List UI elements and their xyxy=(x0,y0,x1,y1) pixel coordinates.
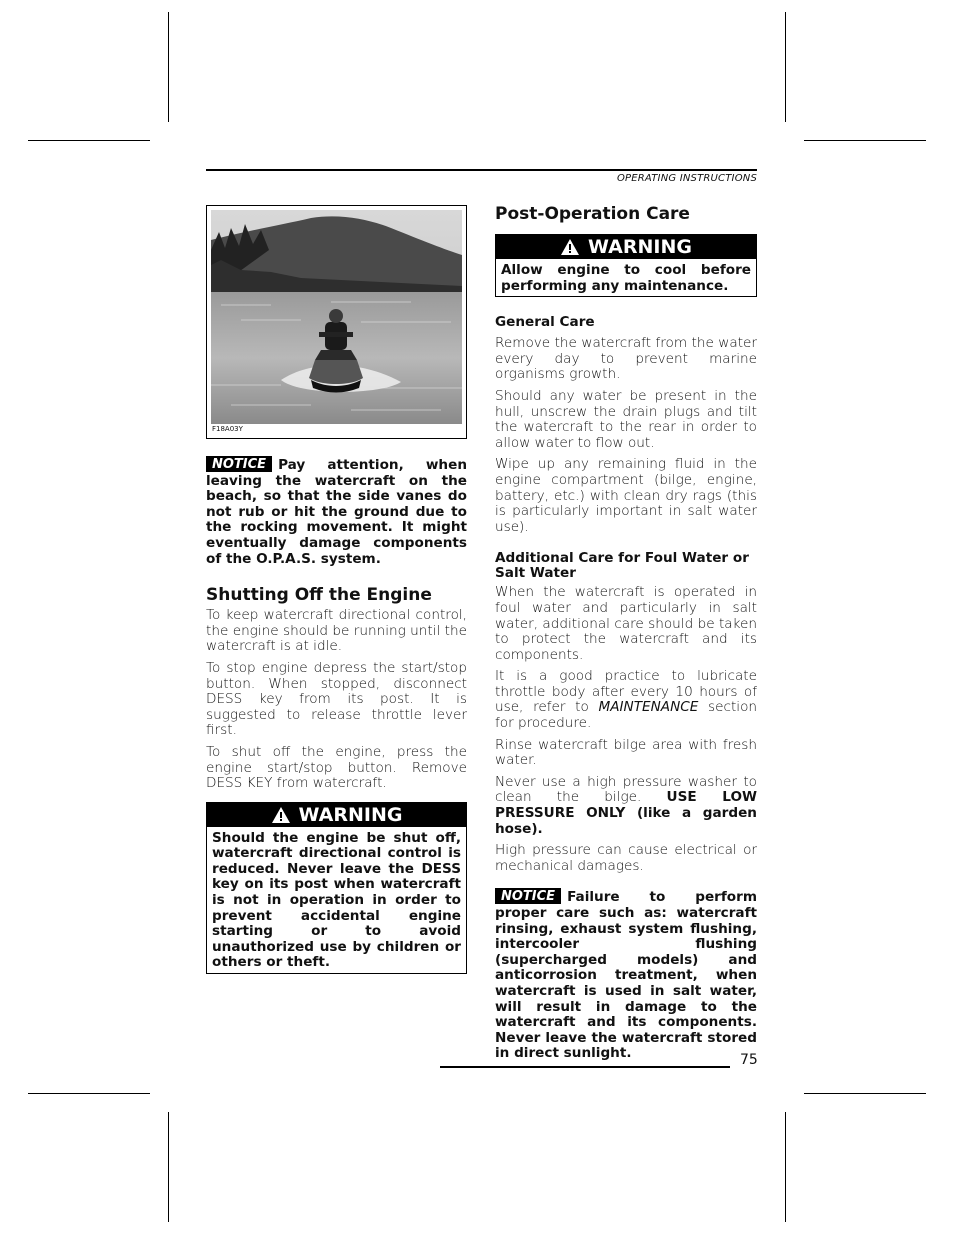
paragraph: To keep watercraft directional control, the engine should be running until the watercraft is at idle. xyxy=(206,607,467,655)
footer-rule xyxy=(440,1066,730,1068)
crop-mark xyxy=(785,1112,786,1222)
header-rule xyxy=(206,169,757,171)
warning-triangle-icon xyxy=(271,806,291,824)
paragraph-text: section for procedure. xyxy=(495,699,757,732)
left-column xyxy=(206,205,467,974)
warning-body xyxy=(207,827,466,973)
emphasis-text: USE LOW PRESSURE ONLY (like a garden hose). xyxy=(495,789,757,837)
warning-text: Allow engine to cool before performing any maintenance. xyxy=(501,262,751,294)
paragraph-text: It is a good practice to lubricate throttle body after every 10 hours of use, refer to xyxy=(495,668,757,716)
notice-tag: NOTICE xyxy=(495,888,561,904)
notice-paragraph xyxy=(495,888,757,1062)
notice-text: Pay attention, when leaving the watercraft on the beach, so that the side vanes do not rub or hit the ground due to the rocking movement. It might eventually damage components of the O.P.A.S. system. xyxy=(206,457,467,567)
crop-mark xyxy=(28,1093,150,1094)
paragraph: High pressure can cause electrical or mechanical damages. xyxy=(495,842,757,874)
notice-paragraph xyxy=(206,456,467,567)
warning-box xyxy=(206,802,467,974)
warning-header xyxy=(207,803,466,827)
watercraft-photo xyxy=(211,210,462,424)
warning-header xyxy=(496,235,756,259)
warning-box xyxy=(495,234,757,297)
section-heading-shutting-off: Shutting Off the Engine xyxy=(206,585,432,606)
subheading-general-care: General Care xyxy=(495,314,595,331)
figure-code: F18A03Y xyxy=(212,425,243,433)
paragraph xyxy=(495,669,757,731)
paragraph: Wipe up any remaining fluid in the engine compartment (bilge, engine, battery, etc.) with clean dry rags (this is particularly important in salt water use). xyxy=(495,456,757,535)
paragraph: Should any water be present in the hull, unscrew the drain plugs and tilt the watercraft to the rear in order to allow water to flow out. xyxy=(495,387,757,451)
section-heading-post-operation: Post-Operation Care xyxy=(495,204,690,224)
crop-mark xyxy=(804,1093,926,1094)
paragraph: To stop engine depress the start/stop button. When stopped, disconnect DESS key from its post. It is suggested to release throttle lever first. xyxy=(206,659,467,739)
cross-reference: MAINTENANCE xyxy=(598,699,699,716)
paragraph-text: Never use a high pressure washer to clean the bilge. xyxy=(495,773,757,806)
crop-mark xyxy=(785,12,786,122)
subheading-foul-water: Additional Care for Foul Water or Salt Water xyxy=(495,550,749,582)
warning-triangle-icon xyxy=(560,238,580,256)
crop-mark xyxy=(168,1112,169,1222)
paragraph: Remove the watercraft from the water every day to prevent marine organisms growth. xyxy=(495,335,757,383)
warning-text: Should the engine be shut off, watercraft directional control is reduced. Never leave the DESS key on its post when watercraft is not in operation in order to prevent accidental engine starting or to avoid unauthorized use by children or others or theft. xyxy=(212,829,461,971)
crop-mark xyxy=(28,140,150,141)
right-column xyxy=(495,204,757,1068)
notice-tag: NOTICE xyxy=(206,456,272,472)
warning-title: WARNING xyxy=(588,236,692,258)
paragraph xyxy=(495,775,757,837)
paragraph: To shut off the engine, press the engine start/stop button. Remove DESS KEY from watercraft. xyxy=(206,743,467,792)
paragraph: When the watercraft is operated in foul water and particularly in salt water, additional care should be taken to protect the watercraft and its components. xyxy=(495,584,757,663)
crop-mark xyxy=(804,140,926,141)
paragraph: Rinse watercraft bilge area with fresh water. xyxy=(495,736,757,769)
crop-mark xyxy=(168,12,169,122)
page-number: 75 xyxy=(740,1052,758,1068)
notice-text: Failure to perform proper care such as: watercraft rinsing, exhaust system flushing, intercooler flushing (supercharged models) and anticorrosion treatment, when watercraft is used in salt water, will result in damage to the watercraft and its components. Never leave the watercraft stored in direct sunlight. xyxy=(495,889,757,1062)
warning-body xyxy=(496,259,756,296)
figure xyxy=(206,205,467,439)
warning-title: WARNING xyxy=(298,803,403,826)
running-head: OPERATING INSTRUCTIONS xyxy=(616,173,757,184)
